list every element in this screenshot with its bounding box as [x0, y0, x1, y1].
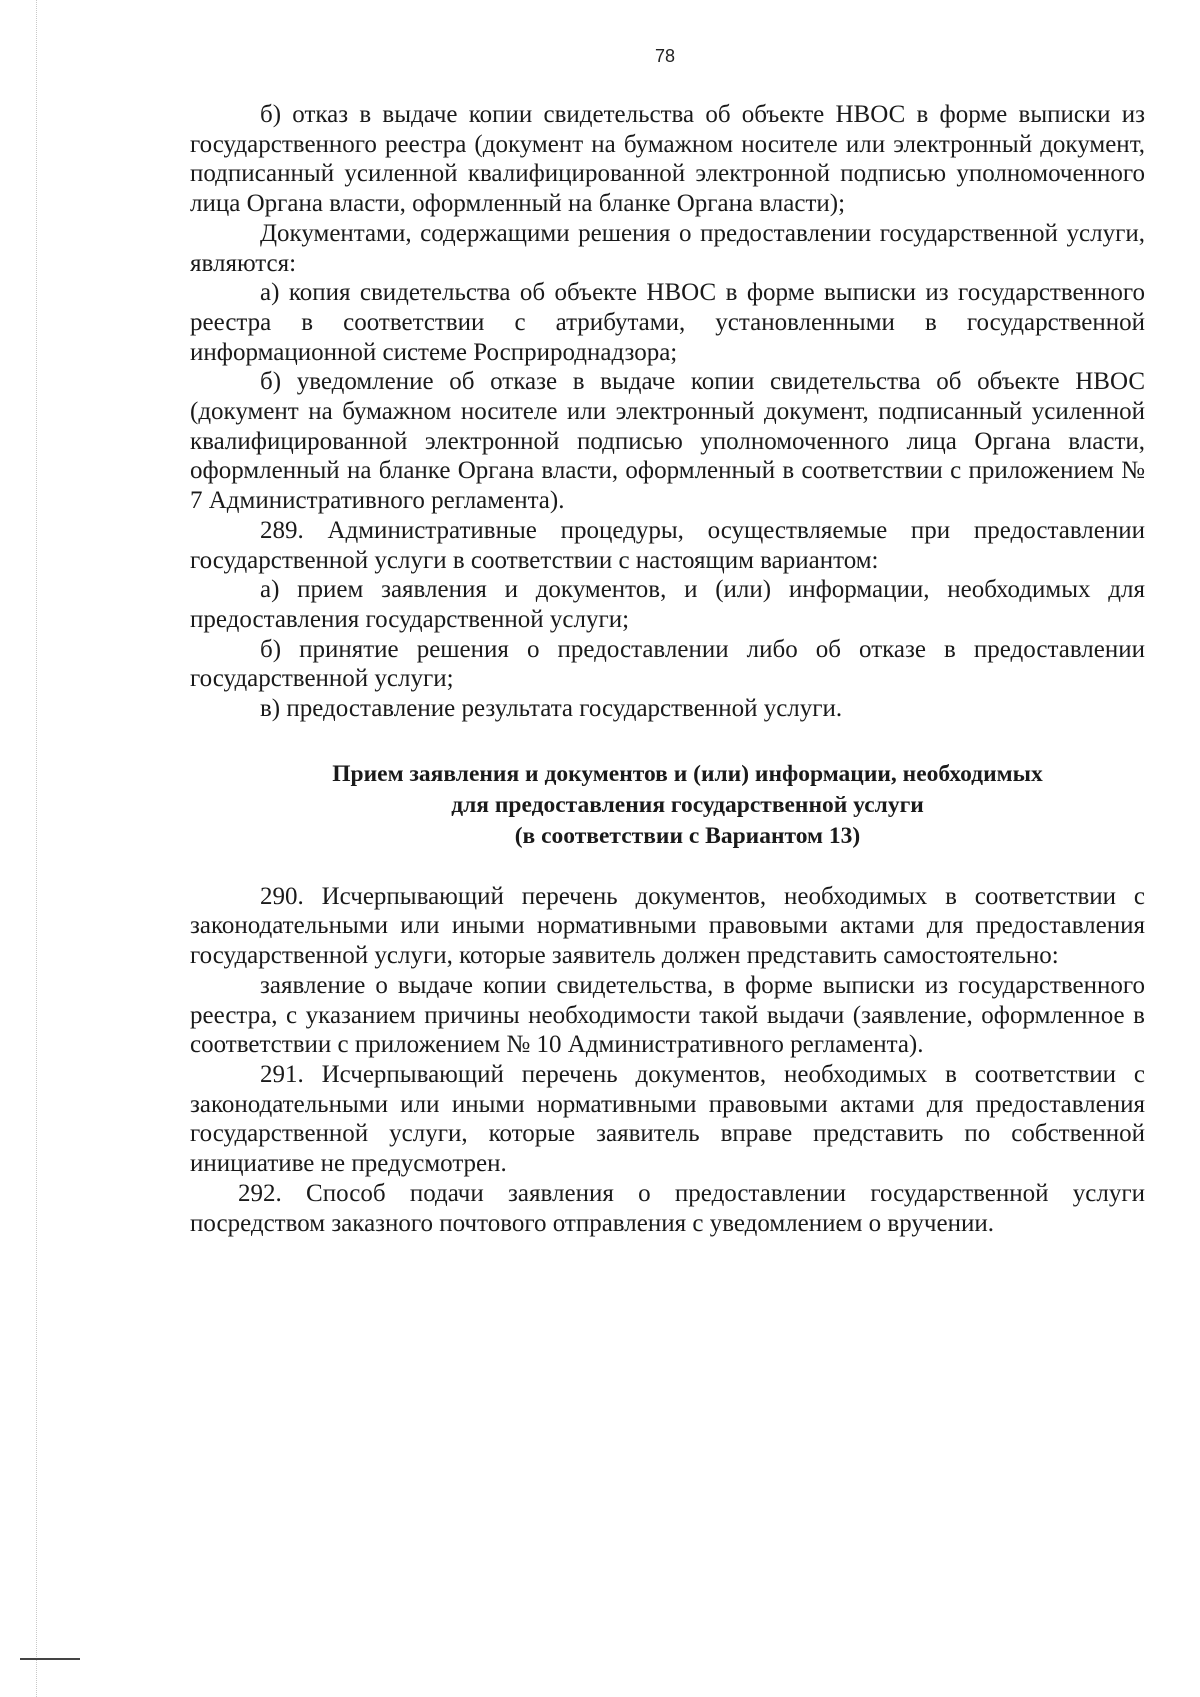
heading-line-3: (в соответствии с Вариантом 13) — [514, 822, 861, 849]
paragraphs-top — [190, 100, 1145, 724]
heading-line-2: для предоставления государственной услуги — [451, 791, 924, 818]
paragraph-p2: Документами, содержащими решения о предоставлении государственной услуги, являются: — [190, 219, 1145, 277]
paragraph-p4: б) уведомление об отказе в выдаче копии свидетельства об объекте НВОС (документ на бумажном носителе или электронный документ, подписанный усиленной квалифицированной электронной подписью уполномоченного лица Органа власти, оформленный на бланке Органа власти, оформленный в соответствии с приложением № 7 Административного регламента). — [190, 368, 1145, 515]
paragraph-p10: заявление о выдаче копии свидетельства, в форме выписки из государственного реестра, с указанием причины необходимости такой выдачи (заявление, оформленное в соответствии с приложением № 10 Административного регламента). — [190, 971, 1145, 1059]
paragraphs-bottom — [190, 882, 1145, 1238]
paragraph-p3: а) копия свидетельства об объекте НВОС в форме выписки из государственного реестра в соответствии с атрибутами, установленными в государственной информационной системе Росприроднадзора; — [190, 279, 1145, 366]
paragraph-p12: 292. Способ подачи заявления о предоставлении государственной услуги посредством заказного почтового отправления с уведомлением о вручении. — [190, 1179, 1145, 1237]
document-body — [190, 100, 1145, 1238]
paragraph-p8: в) предоставление результата государственной услуги. — [260, 695, 843, 723]
paragraph-p9: 290. Исчерпывающий перечень документов, необходимых в соответствии с законодательными или иными нормативными правовыми актами для предоставления государственной услуги, которые заявитель должен представить самостоятельно: — [190, 882, 1145, 970]
paragraph-p6: а) прием заявления и документов, и (или) информации, необходимых для предоставления государственной услуги; — [190, 576, 1145, 633]
page-number: 78 — [654, 46, 676, 66]
paragraph-p7: б) принятие решения о предоставлении либо об отказе в предоставлении государственной услуги; — [190, 635, 1145, 693]
section-heading — [190, 759, 1145, 852]
heading-line-1: Прием заявления и документов и (или) информации, необходимых — [332, 760, 1043, 787]
paragraph-p1: б) отказ в выдаче копии свидетельства об объекте НВОС в форме выписки из государственного реестра (документ на бумажном носителе или электронный документ, подписанный усиленной квалифицированной электронной подписью уполномоченного лица Органа власти, оформленный на бланке Органа власти); — [190, 101, 1145, 218]
scan-mark — [20, 1658, 80, 1660]
paragraph-p5: 289. Административные процедуры, осуществляемые при предоставлении государственной услуги в соответствии с настоящим вариантом: — [190, 516, 1145, 574]
scan-edge-line — [36, 0, 38, 1697]
paragraph-p11: 291. Исчерпывающий перечень документов, необходимых в соответствии с законодательными или иными нормативными правовыми актами для предоставления государственной услуги, которые заявитель вправе представить по собственной инициативе не предусмотрен. — [190, 1060, 1145, 1178]
